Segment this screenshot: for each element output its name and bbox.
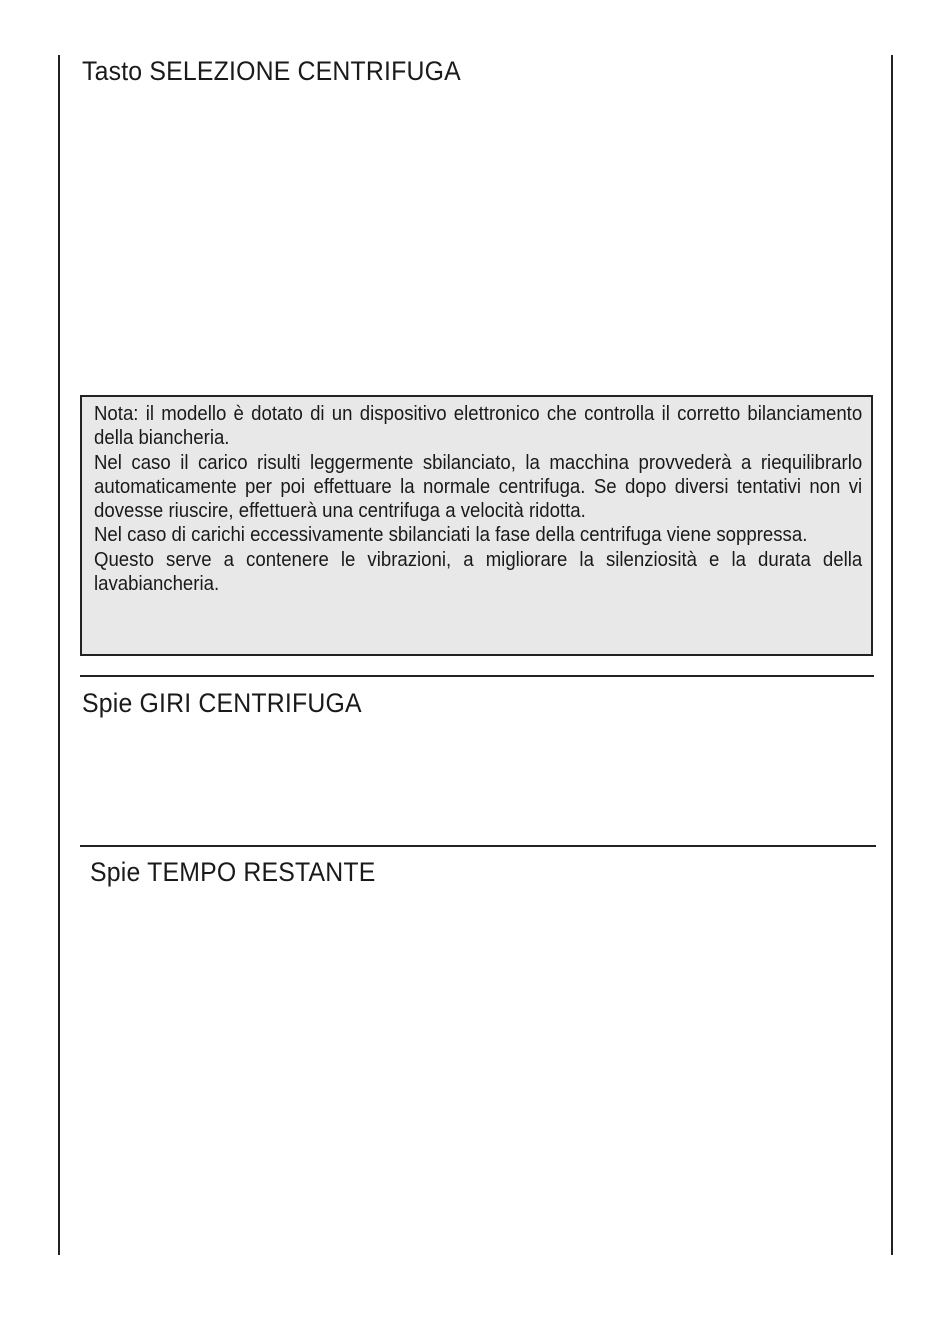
time-remaining-heading: Spie TEMPO RESTANTE (90, 857, 376, 887)
spin-speed-heading: Spie GIRI CENTRIFUGA (82, 688, 362, 718)
note-paragraph-purpose: Questo serve a contenere le vibrazioni, a migliorare la silenziosità e la durata della lavabiancheria. (94, 548, 863, 596)
note-paragraph-rebalance: Nel caso il carico risulti leggermente sbilanciato, la macchina provvederà a riequilibrarlo automaticamente per poi effettuare la normale centrifuga. Se dopo diversi tentativi non vi dovesse riuscire, effettuerà una centrifuga a velocità ridotta. (94, 451, 863, 523)
note-box (80, 395, 873, 656)
page-frame-right-rule (891, 55, 893, 1255)
note-paragraph-balance: Nota: il modello è dotato di un dispositivo elettronico che controlla il corretto bilanciamento della biancheria. (94, 403, 863, 450)
page-frame-left-rule (58, 55, 60, 1255)
spin-selection-heading: Tasto SELEZIONE CENTRIFUGA (82, 56, 461, 86)
note-paragraph-suppressed: Nel caso di carichi eccessivamente sbilanciati la fase della centrifuga viene soppressa. (94, 524, 808, 547)
section-divider (80, 675, 874, 677)
section-divider (80, 845, 876, 847)
